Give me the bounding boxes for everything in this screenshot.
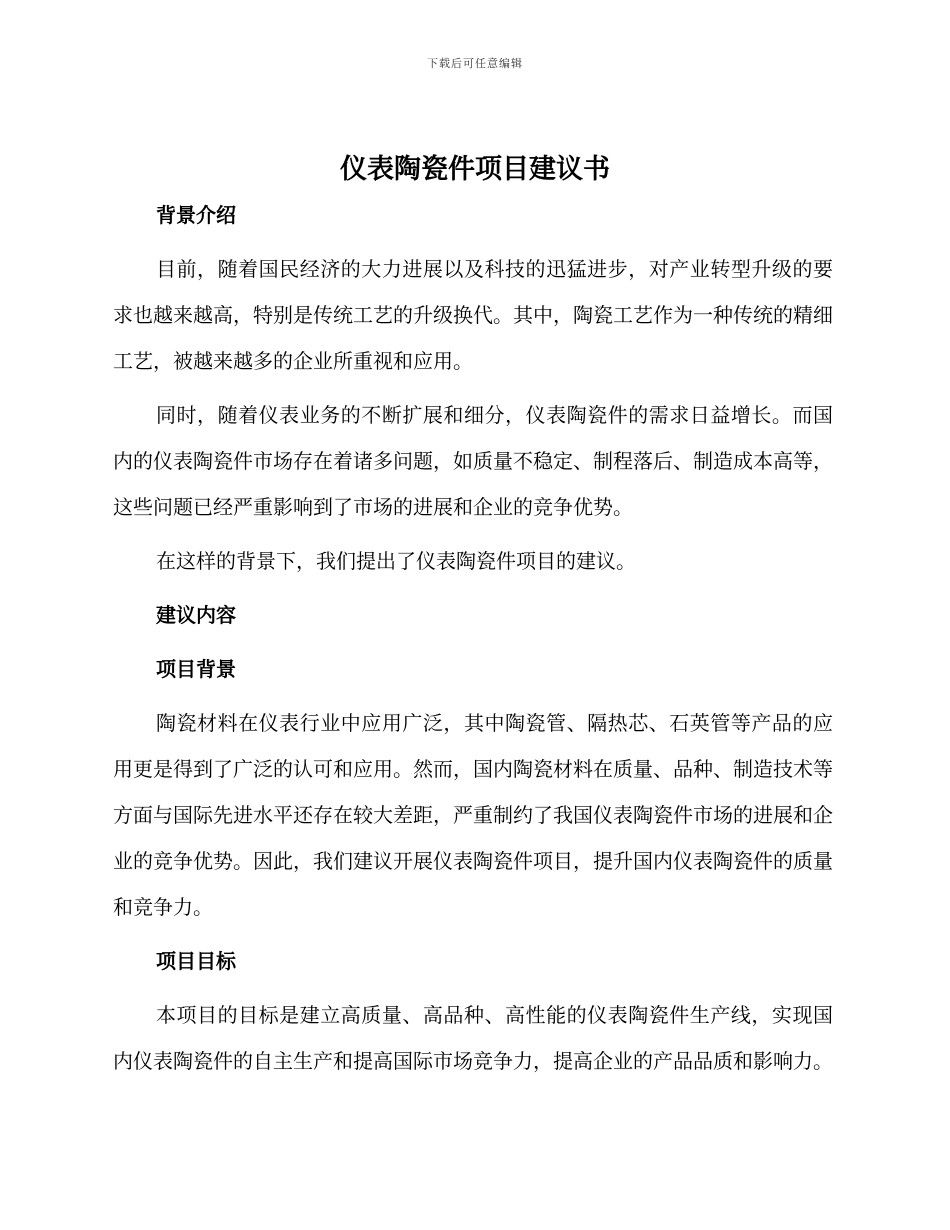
subsection-heading-project-background: 项目背景 bbox=[156, 657, 236, 681]
paragraph-background-2: 同时，随着仪表业务的不断扩展和细分，仪表陶瓷件的需求日益增长。而国内的仪表陶瓷件市场存在着诸多问题，如质量不稳定、制程落后、制造成本高等，这些问题已经严重影响到了市场的进展和企业的竞争优势。 bbox=[113, 403, 833, 519]
document-title: 仪表陶瓷件项目建议书 bbox=[340, 154, 610, 185]
section-heading-background: 背景介绍 bbox=[156, 203, 236, 227]
paragraph-background-1: 目前，随着国民经济的大力进展以及科技的迅猛进步，对产业转型升级的要求也越来越高，特别是传统工艺的升级换代。其中，陶瓷工艺作为一种传统的精细工艺，被越来越多的企业所重视和应用。 bbox=[113, 257, 833, 373]
header-note: 下载后可任意编辑 bbox=[427, 57, 523, 70]
subsection-heading-project-goal: 项目目标 bbox=[156, 949, 236, 973]
paragraph-project-goal: 本项目的目标是建立高质量、高品种、高性能的仪表陶瓷件生产线，实现国内仪表陶瓷件的自主生产和提高国际市场竞争力，提高企业的产品品质和影响力。 bbox=[113, 1003, 833, 1073]
document-body bbox=[113, 192, 833, 1092]
paragraph-background-3: 在这样的背景下，我们提出了仪表陶瓷件项目的建议。 bbox=[156, 549, 636, 573]
section-heading-proposal: 建议内容 bbox=[156, 603, 236, 627]
paragraph-project-background: 陶瓷材料在仪表行业中应用广泛，其中陶瓷管、隔热芯、石英管等产品的应用更是得到了广泛的认可和应用。然而，国内陶瓷材料在质量、品种、制造技术等方面与国际先进水平还存在较大差距，严重制约了我国仪表陶瓷件市场的进展和企业的竞争优势。因此，我们建议开展仪表陶瓷件项目，提升国内仪表陶瓷件的质量和竞争力。 bbox=[113, 711, 833, 919]
